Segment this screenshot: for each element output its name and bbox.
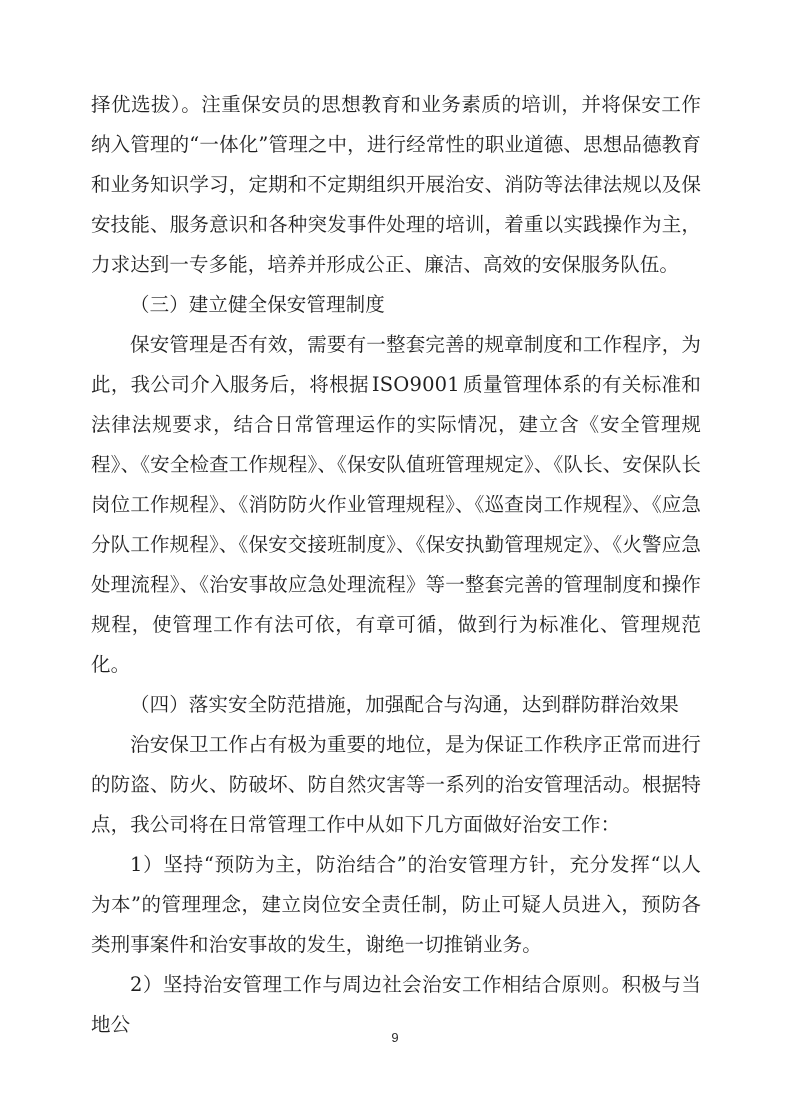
list-item-1-marker: 1）	[130, 853, 164, 876]
page-number: 9	[391, 1030, 399, 1045]
list-item-1	[91, 845, 701, 965]
paragraph-continuation: 择优选拔）。注重保安员的思想教育和业务素质的培训，并将保安工作纳入管理的“一体化”管理之中，进行经常性的职业道德、思想品德教育和业务知识学习，定期和不定期组织开展治安、消防等法律法规以及保安技能、服务意识和各种突发事件处理的培训，着重以实践操作为主，力求达到一专多能，培养并形成公正、廉洁、高效的安保服务队伍。	[91, 93, 701, 276]
standard-name-iso9001: ISO9001	[371, 373, 460, 396]
heading-section-three: （三）建立健全保安管理制度	[130, 293, 385, 316]
paragraph-section-four-body: 治安保卫工作占有极为重要的地位，是为保证工作秩序正常而进行的防盗、防火、防破坏、防自然灾害等一系列的治安管理活动。根据特点，我公司将在日常管理工作中从如下几方面做好治安工作：	[91, 733, 701, 836]
paragraph-section-three-body	[91, 325, 701, 685]
page-text-column	[91, 85, 701, 1045]
paragraph-text-after-standard: 质量管理体系的有关标准和法律法规要求，结合日常管理运作的实际情况，建立含《安全管理规程》、《安全检查工作规程》、《保安队值班管理规定》、《队长、安保队长岗位工作规程》、《消防防火作业管理规程》、《巡查岗工作规程》、《应急分队工作规程》、《保安交接班制度》、《保安执勤管理规定》、《火警应急处理流程》、《治安事故应急处理流程》等一整套完善的管理制度和操作规程，使管理工作有法可依，有章可循，做到行为标准化、管理规范化。	[91, 373, 702, 676]
paragraph-text-before-standard: 保安管理是否有效，需要有一整套完善的规章制度和工作程序，为此，我公司介入服务后，将根据	[91, 333, 701, 396]
list-item-2-text: 坚持治安管理工作与周边社会治安工作相结合原则。积极与当地公	[91, 973, 702, 1036]
heading-section-four: （四）落实安全防范措施，加强配合与沟通，达到群防群治效果	[130, 693, 679, 716]
list-item-2-marker: 2）	[130, 973, 163, 996]
list-item-1-text: 坚持“预防为主，防治结合”的治安管理方针，充分发挥“以人为本”的管理理念，建立岗位安全责任制，防止可疑人员进入，预防各类刑事案件和治安事故的发生，谢绝一切推销业务。	[91, 853, 701, 956]
